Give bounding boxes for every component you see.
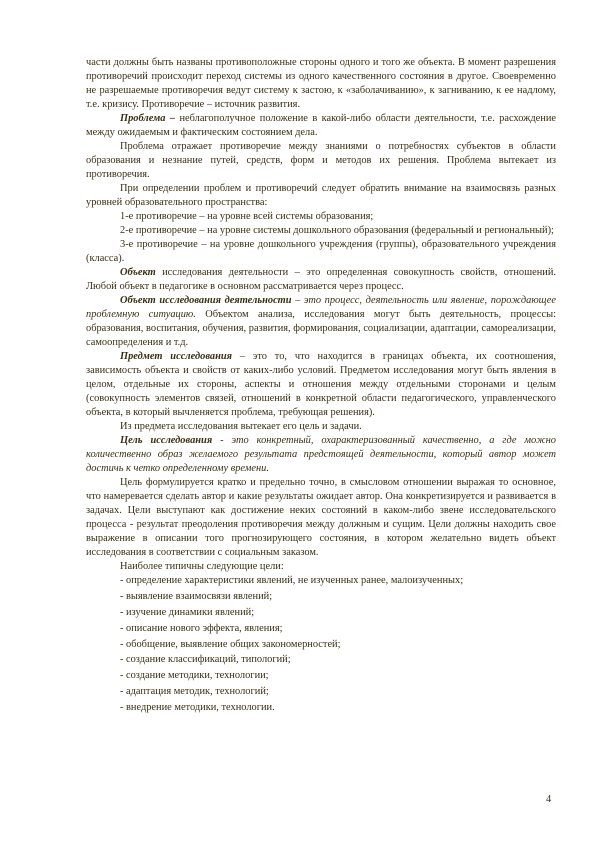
list-item-text: адаптация методик, технологий; — [126, 686, 269, 698]
list-item-text: описание нового эффекта, явления; — [126, 622, 283, 634]
paragraph-object-of-research — [86, 294, 556, 350]
paragraph-object — [86, 266, 556, 294]
paragraph-contradiction-1: 1-е противоречие – на уровне всей системы образования; — [120, 211, 374, 222]
paragraph-levels-intro: При определении проблем и противоречий следует обратить внимание на взаимосвязь разных уровней образовательного пространства: — [86, 183, 556, 208]
bullet-dash: - — [120, 670, 124, 682]
list-item — [86, 685, 556, 699]
list-item — [86, 590, 556, 604]
list-item-text: внедрение методики, технологии. — [126, 702, 275, 714]
paragraph-contradiction-2: 2-е противоречие – на уровне системы дошкольного образования (федеральный и региональный); — [120, 225, 554, 236]
object-text: исследования деятельности – это определенная совокупность свойств, отношений. Любой объект в педагогике в основном рассматривается через процесс. — [86, 267, 556, 292]
paragraph-goal-formulation: Цель формулируется кратко и предельно точно, в смысловом отношении выражая то основное, что намеревается сделать автор и какие результаты ожидает автор. Она конкретизируется и развивается в задачах. Цели выступают как достижение неких состояний в каком-либо звене исследовательского процесса - результат преодоления противоречия между должным и сущим. Цели должны находить свое выражение в описании того прогнозирующего состояния, в котором желательно видеть объект исследования в соответствии с социальным заказом. — [86, 477, 556, 558]
paragraph-contradictions-end: части должны быть названы противоположные стороны одного и того же объекта. В момент разрешения противоречий происходит переход системы из одного качественного состояния в другое. Своевременно не разрешаемые противоречия ведут систему к застою, к «заболачиванию», к загниванию, к ее надлому, т.е. кризису. Противоречие – источник развития. — [86, 57, 556, 110]
paragraph-contradiction-3: 3-е противоречие – на уровне дошкольного учреждения (группы), образовательного учреждения (класса). — [86, 239, 556, 264]
list-item — [86, 701, 556, 715]
page-number: 4 — [546, 794, 552, 805]
term-problem: Проблема – — [120, 113, 180, 124]
paragraph-goal-of-research — [86, 434, 556, 476]
paragraph-subject-yields: Из предмета исследования вытекает его цель и задачи. — [120, 421, 362, 432]
paragraph-subject-of-research — [86, 350, 556, 420]
object-of-research-italic: – это процесс, деятельность или явление, порождающее проблемную ситуацию. — [86, 295, 556, 320]
term-object: Объект — [120, 267, 163, 278]
typical-goals-list — [86, 574, 556, 715]
bullet-dash: - — [120, 590, 124, 602]
paragraph-problem-reflects: Проблема отражает противоречие между знаниями о потребностях субъектов в области образования и незнание путей, средств, форм и методов их решения. Проблема вытекает из противоречия. — [86, 141, 556, 180]
subject-of-research-text: – это то, что находится в границах объекта, их соотношения, зависимость объекта и свойств от каких-либо условий. Предметом исследования могут быть явления в целом, отдельные их стороны, аспекты и отношения между отдельными сторонами и целым (совокупность элементов связей, отношений в конкретной области педагогического, управленческого объекта, в который вычленяется проблема, требующая решения). — [86, 351, 557, 418]
bullet-dash: - — [120, 606, 124, 618]
term-goal-of-research: Цель исследования — [120, 435, 213, 446]
list-item — [86, 653, 556, 667]
bullet-dash: - — [120, 622, 124, 634]
list-item — [86, 574, 556, 588]
term-object-of-research: Объект исследования деятельности — [120, 295, 292, 306]
list-item-text: обобщение, выявление общих закономерностей; — [126, 638, 341, 650]
list-item-text: создание методики, технологии; — [126, 670, 269, 682]
paragraph-typical-goals-intro: Наиболее типичны следующие цели: — [120, 561, 284, 572]
problem-definition-text: неблагополучное положение в какой-либо области деятельности, т.е. расхождение между ожидаемым и фактическим состоянием дела. — [86, 113, 556, 138]
goal-of-research-italic: - это конкретный, охарактеризованный качественно, а где можно количественно образ желаемого результата предстоящей деятельности, который автор может достичь к четко определенному времени. — [86, 435, 556, 474]
list-item-text: изучение динамики явлений; — [126, 606, 255, 618]
bullet-dash: - — [120, 686, 124, 698]
list-item — [86, 669, 556, 683]
list-item-text: определение характеристики явлений, не изученных ранее, малоизученных; — [126, 575, 464, 586]
paragraph-problem-definition — [86, 112, 556, 140]
bullet-dash: - — [120, 654, 124, 666]
list-item — [86, 606, 556, 620]
list-item-text: выявление взаимосвязи явлений; — [126, 590, 273, 602]
bullet-dash: - — [120, 575, 124, 586]
document-page — [86, 56, 556, 717]
bullet-dash: - — [120, 702, 124, 714]
bullet-dash: - — [120, 638, 124, 650]
object-of-research-text: Объектом анализа, исследования могут быть деятельность, процессы: образования, воспитания, обучения, развития, формирования, социализации, адаптации, самореализации, самоопределения и т.д. — [86, 309, 556, 348]
list-item — [86, 622, 556, 636]
list-item-text: создание классификаций, типологий; — [126, 654, 291, 666]
list-item — [86, 638, 556, 652]
term-subject-of-research: Предмет исследования — [120, 351, 233, 362]
